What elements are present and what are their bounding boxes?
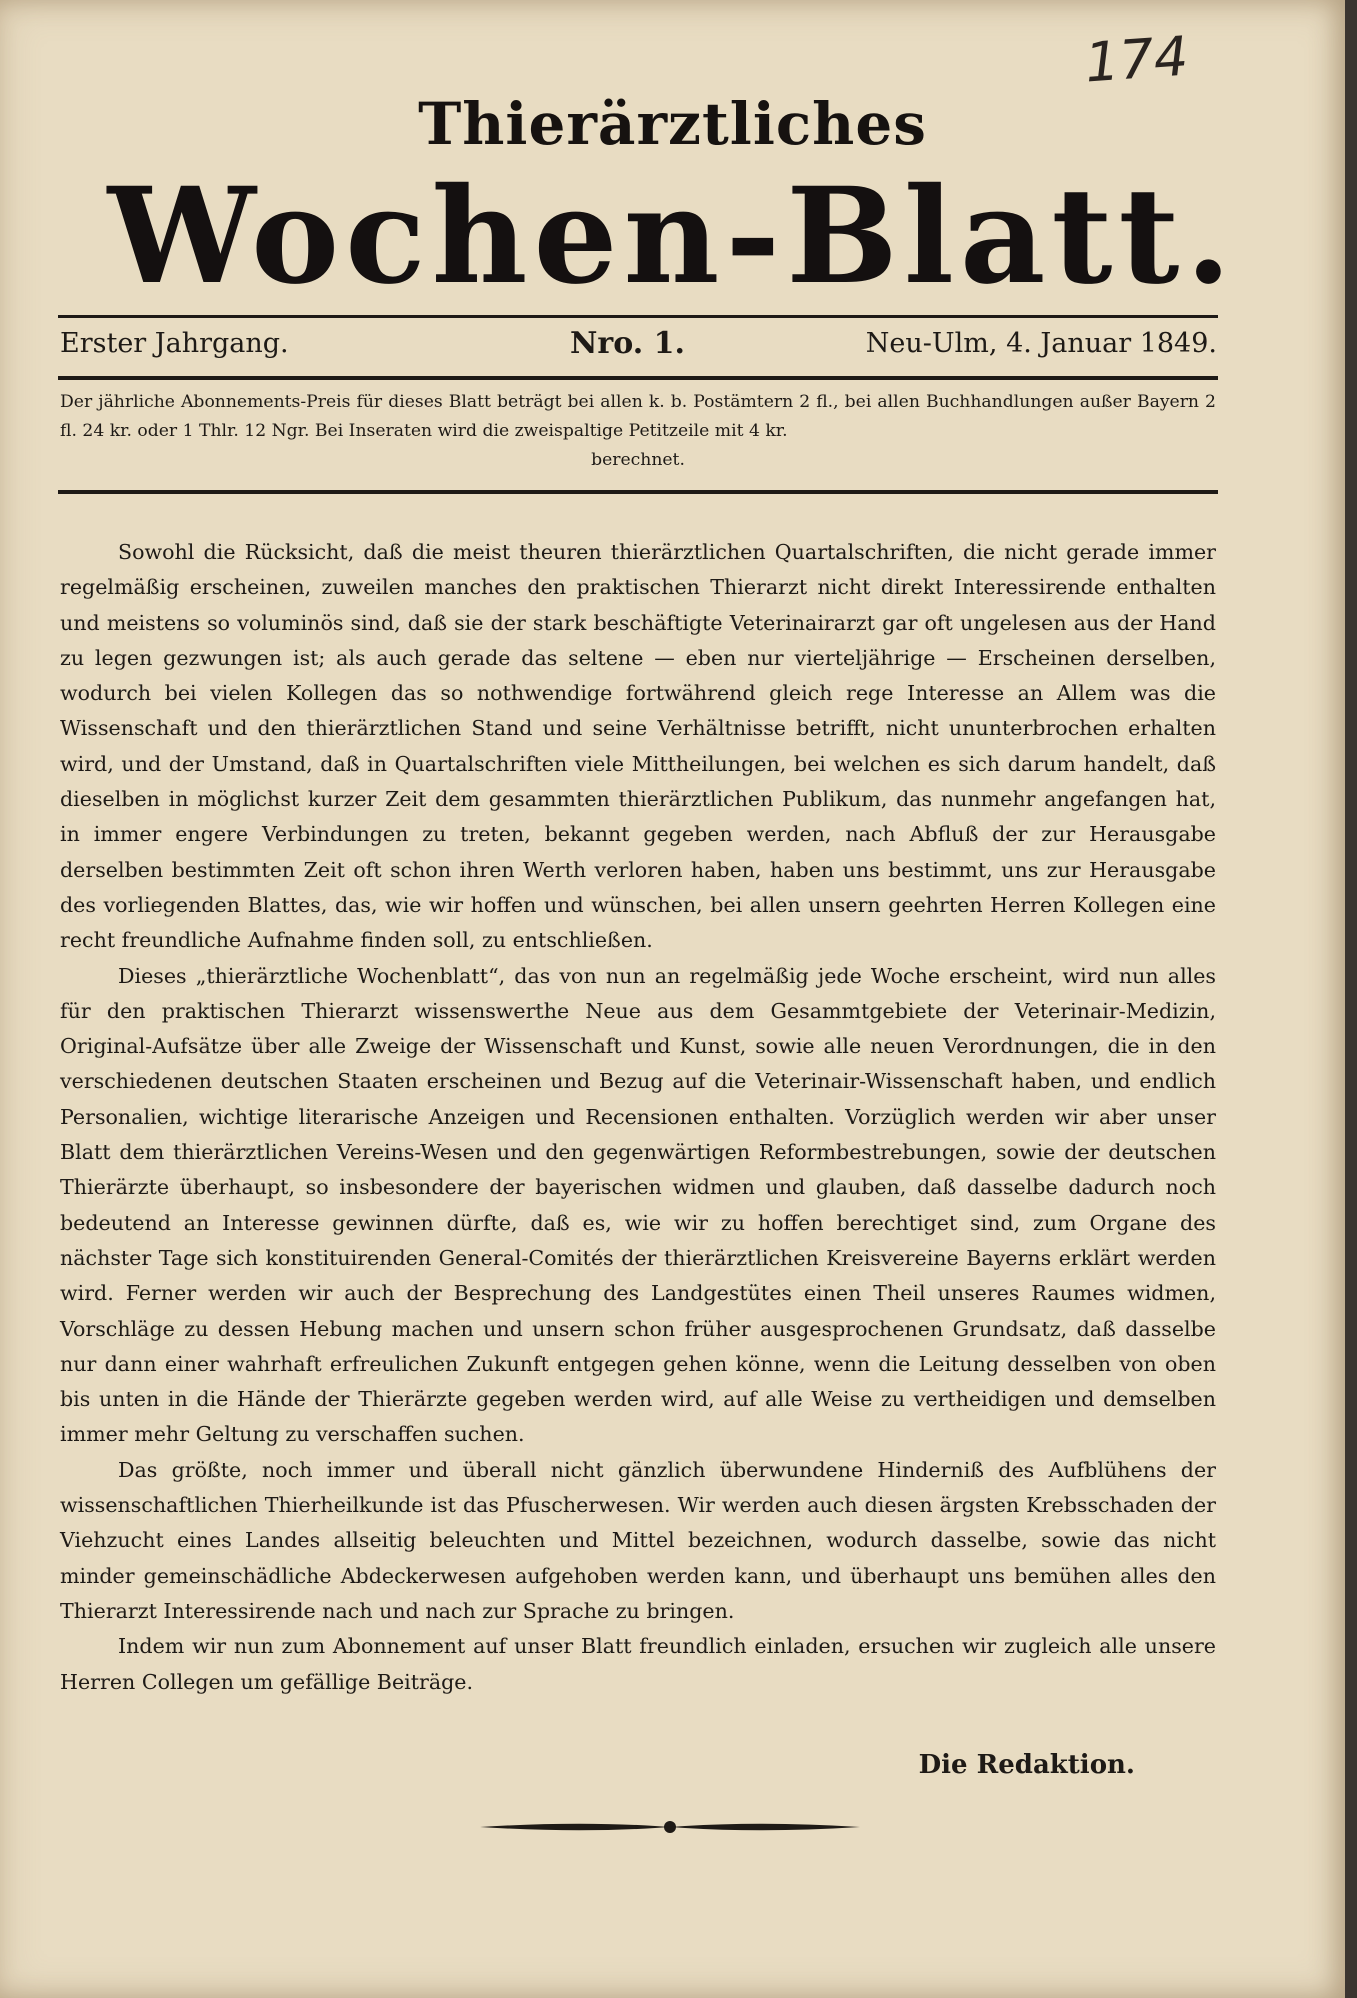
paragraph: Dieses „thierärztliche Wochenblatt“, das von nun an regelmäßig jede Woche erscheint, wird nun alles für den praktischen Thierarzt wissenswerthe Neue aus dem Gesammtgebiete der Veterinair-Medizin, Original-Aufsätze über alle Zweige der Wissenschaft und Kunst, sowie alle neuen Verordnungen, die in den verschiedenen deutschen Staaten erscheinen und Bezug auf die Veterinair-Wissenschaft haben, und endlich Personalien, wichtige literarische Anzeigen und Recensionen enthalten. Vorzüglich werden wir aber unser Blatt dem thierärztlichen Vereins-Wesen und den gegenwärtigen Reformbestrebungen, sowie der deutschen Thierärzte überhaupt, so insbesondere der bayerischen widmen und glauben, daß dasselbe dadurch noch bedeutend an Interesse gewinnen dürfte, daß es, wie wir zu hoffen berechtiget sind, zum Organe des nächster Tage sich konstituirenden General-Comités der thierärztlichen Kreisvereine Bayerns erklärt werden wird. Ferner werden wir auch der Besprechung des Landgestütes einen Theil unseres Raumes widmen, Vorschläge zu dessen Hebung machen und unsern schon früher ausgesprochenen Grundsatz, daß dasselbe nur dann einer wahrhaft erfreulichen Zukunft entgegen gehen könne, wenn die Leitung desselben von oben bis unten in die Hände der Thierärzte gegeben werden wird, auf alle Weise zu vertheidigen und demselben immer mehr Geltung zu verschaffen suchen.: [60, 963, 1216, 1447]
paragraph: Indem wir nun zum Abonnement auf unser Blatt freundlich einladen, ersuchen wir zugleich alle unsere Herren Collegen um gefällige Beiträge.: [60, 1634, 1216, 1694]
subscription-text-end: berechnet.: [591, 450, 685, 470]
signature: Die Redaktion.: [918, 1750, 1135, 1780]
paragraph: Das größte, noch immer und überall nicht gänzlich überwundene Hinderniß des Aufblühens der wissenschaftlichen Thierheilkunde ist das Pfuscherwesen. Wir werden auch diesen ärgsten Krebsschaden der Viehzucht eines Landes allseitig beleuchten und Mittel bezeichnen, wodurch dasselbe, sowie das nicht minder gemeinschädliche Abdeckerwesen aufgehoben werden kann, und überhaupt uns bemühen alles den Thierarzt Interessirende nach und nach zur Sprache zu bringen.: [60, 1457, 1216, 1623]
masthead-title: Wochen-Blatt.: [107, 159, 1238, 314]
article-body: [60, 535, 1216, 1700]
subscription-text: Der jährliche Abonnements-Preis für dieses Blatt beträgt bei allen k. b. Postämtern 2 fl., bei allen Buchhandlungen außer Bayern 2 fl. 24 kr. oder 1 Thlr. 12 Ngr. Bei Inseraten wird die zweispaltige Petitzeile mit 4 kr.: [60, 392, 1216, 441]
masthead-rule: [58, 315, 1218, 318]
masthead-kicker: Thierärztliches: [418, 90, 927, 158]
volume-label: Erster Jahrgang.: [60, 328, 289, 359]
notice-rule: [58, 490, 1218, 494]
ornamental-rule: [480, 1815, 860, 1839]
paragraph: Sowohl die Rücksicht, daß die meist theuren thierärztlichen Quartalschriften, die nicht gerade immer regelmäßig erscheinen, zuweilen manches den praktischen Thierarzt nicht direkt Interessirende enthalten und meistens so voluminös sind, daß sie der stark beschäftigte Veterinairarzt gar oft ungelesen aus der Hand zu legen gezwungen ist; als auch gerade das seltene — eben nur vierteljährige — Erscheinen derselben, wodurch bei vielen Kollegen das so nothwendige fortwährend gleich rege Interesse an Allem was die Wissenschaft und den thierärztlichen Stand und seine Verhältnisse betrifft, nicht ununterbrochen erhalten wird, und der Umstand, daß in Quartalschriften viele Mittheilungen, bei welchen es sich darum handelt, daß dieselben in möglichst kurzer Zeit dem gesammten thierärztlichen Publikum, das nunmehr angefangen hat, in immer engere Verbindungen zu treten, bekannt gegeben werden, nach Abfluß der zur Herausgabe derselben bestimmten Zeit oft schon ihren Werth verloren haben, haben uns bestimmt, uns zur Herausgabe des vorliegenden Blattes, das, wie wir hoffen und wünschen, bei allen unsern geehrten Herren Kollegen eine recht freundliche Aufnahme finden soll, zu entschließen.: [60, 540, 1216, 953]
issue-number: Nro. 1.: [570, 326, 685, 361]
place-date: Neu-Ulm, 4. Januar 1849.: [865, 328, 1217, 359]
handwritten-page-number: 174: [1082, 24, 1191, 95]
subscription-notice: [60, 388, 1216, 475]
issue-line-rule: [58, 376, 1218, 380]
